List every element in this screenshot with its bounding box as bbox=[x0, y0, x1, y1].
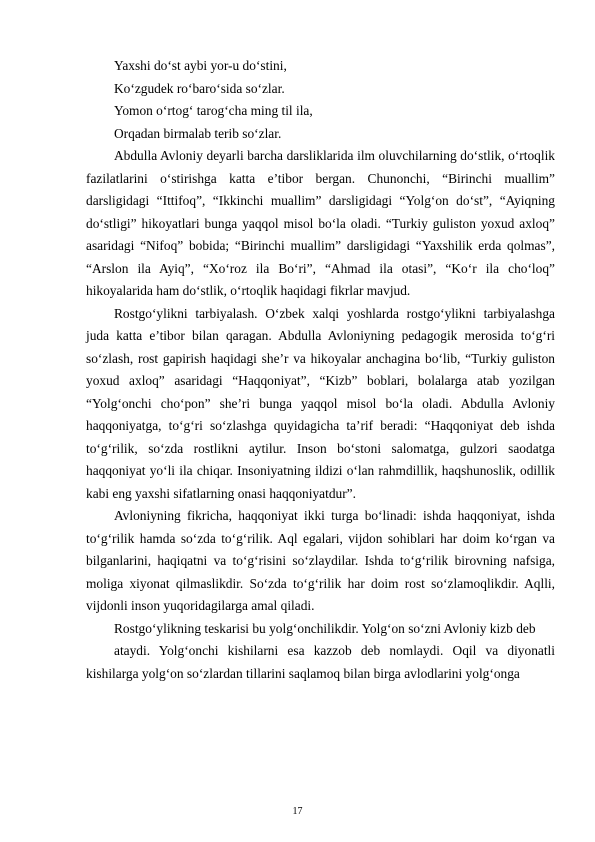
paragraph-haqqoniyat: Avloniyning fikricha, haqqoniyat ikki turga bo‘linadi: ishda haqqoniyat, ishda to‘g‘rilik hamda so‘zda to‘g‘rilik. Aql egalari, vijdon sohiblari har doim ko‘rgan va bilganlarini, haqiqatni va to‘g‘risini so‘zlaydilar. Ishda to‘g‘rilik birovning nafsiga, moliga xiyonat qilmaslikdir. So‘zda to‘g‘rilik har doim rost so‘zlamoqlikdir. Aqlli, vijdonli inson yuqoridagilarga amal qiladi. bbox=[86, 508, 555, 613]
paragraph-kazzob: ataydi. Yolg‘onchi kishilarni esa kazzob deb nomlaydi. Oqil va diyonatli kishilarga yolg‘on so‘zlardan tillarini saqlamoq bilan birga avlodlarini yolg‘onga bbox=[86, 643, 555, 681]
verse-line: Ko‘zgudek ro‘baro‘sida so‘zlar. bbox=[114, 80, 285, 96]
page-number: 17 bbox=[292, 806, 303, 817]
paragraph-truthfulness: Rostgo‘ylikni tarbiyalash. O‘zbek xalqi yoshlarda rostgo‘ylikni tarbiyalashga juda katta e’tibor bilan qaragan. Abdulla Avloniyning pedagogik merosida to‘g‘ri so‘zlash, rost gapirish haqidagi she’r va hikoyalar anchagina bo‘lib, “Turkiy guliston yoxud axloq” asaridagi “Haqqoniyat”, “Kizb” boblari, bolalarga atab yozilgan “Yolg‘onchi cho‘pon” she’ri bunga yaqqol misol bo‘la oladi. Abdulla Avloniy haqqoniyatga, to‘g‘ri so‘zlashga quyidagicha ta’rif beradi: “Haqqoniyat deb ishda to‘g‘rilik, so‘zda rostlikni aytilur. Inson bo‘stoni salomatga, gulzori saodatga haqqoniyat yo‘li ila chiqar. Insoniyatning ildizi o‘lan rahmdillik, haqshunoslik, odillik kabi eng yaxshi sifatlarning onasi haqqoniyatdur”. bbox=[86, 305, 555, 501]
paragraph-friendship: Abdulla Avloniy deyarli barcha darsliklarida ilm oluvchilarning do‘stlik, o‘rtoqlik fazilatlarini o‘stirishga katta e’tibor bergan. Chunonchi, “Birinchi muallim” darsligidagi “Ittifoq”, “Ikkinchi muallim” darsligidagi “Yolg‘on do‘st”, “Ayiqning do‘stligi” hikoyatlari bunga yaqqol misol bo‘la oladi. “Turkiy guliston yoxud axloq” asaridagi “Nifoq” bobida; “Birinchi muallim” darsligidagi “Yaxshilik erda qolmas”, “Arslon ila Ayiq”, “Xo‘roz ila Bo‘ri”, “Ahmad ila otasi”, “Ko‘r ila cho‘loq” hikoyalarida ham do‘stlik, o‘rtoqlik haqidagi fikrlar mavjud. bbox=[86, 148, 555, 298]
paragraph-kizb: Rostgo‘ylikning teskarisi bu yolg‘onchilikdir. Yolg‘on so‘zni Avloniy kizb deb bbox=[114, 620, 536, 636]
body-text bbox=[86, 145, 555, 685]
verse-line: Yomon o‘rtog‘ tarog‘cha ming til ila, bbox=[114, 103, 313, 118]
page-text bbox=[86, 55, 555, 685]
verse-line: Yaxshi do‘st aybi yor-u do‘stini, bbox=[114, 58, 287, 73]
verse-line: Orqadan birmalab terib so‘zlar. bbox=[114, 125, 282, 141]
